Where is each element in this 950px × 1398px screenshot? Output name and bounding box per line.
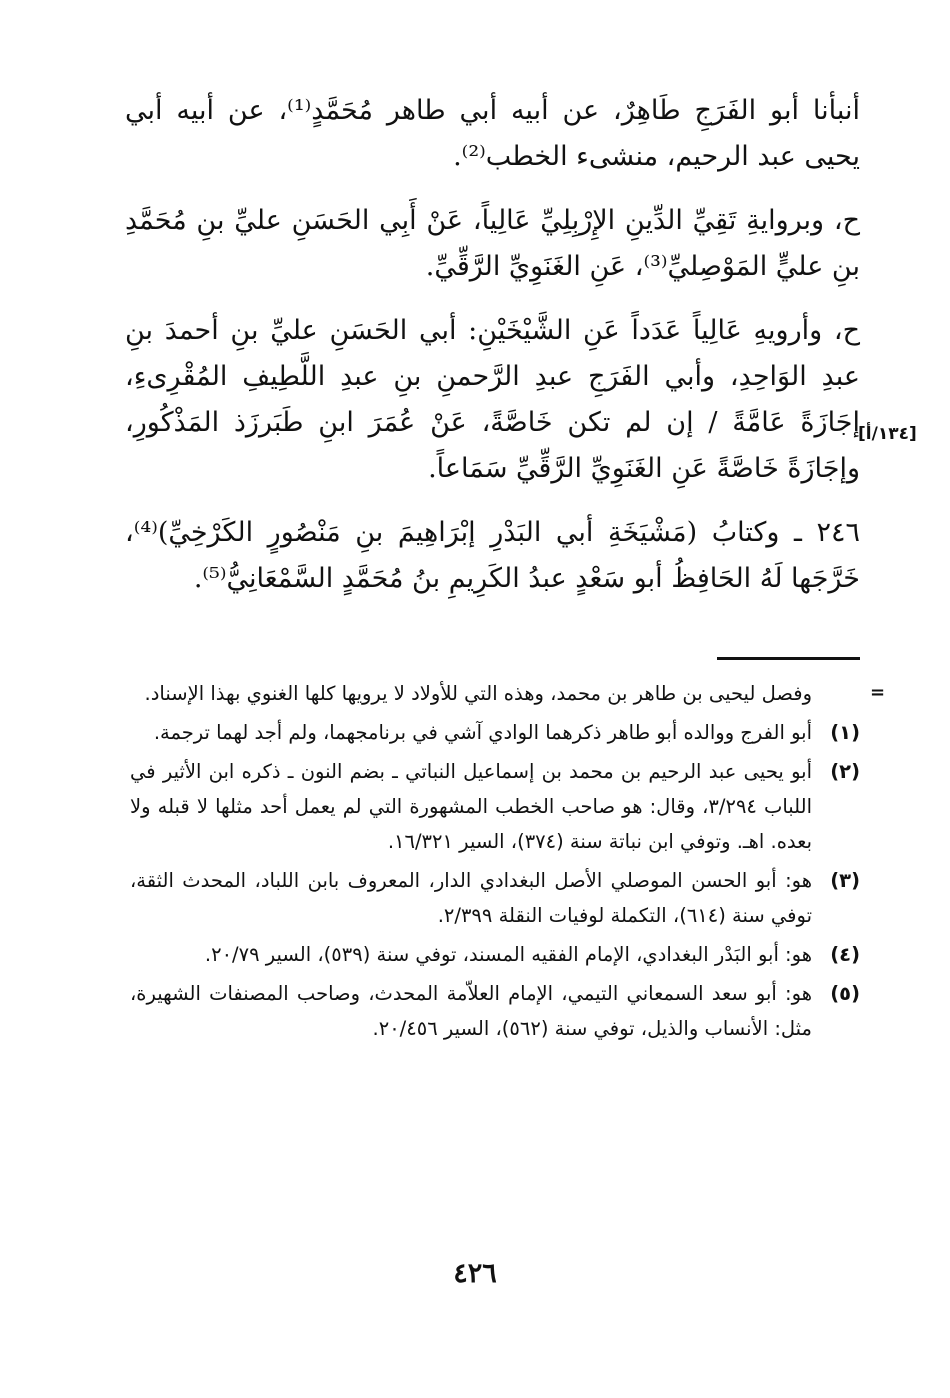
page-number: ٤٢٦ xyxy=(453,1258,497,1289)
footnote-text: وفصل ليحيى بن طاهر بن محمد، وهذه التي للأولاد لا يرويها كلها الغنوي بهذا الإسناد. xyxy=(144,682,812,705)
footnote-separator xyxy=(717,657,860,660)
main-text xyxy=(125,88,860,602)
footnote-number: (٥) xyxy=(830,982,860,1005)
footnote-text: هو: أبو البَدْر البغدادي، الإمام الفقيه المسند، توفي سنة (٥٣٩)، السير ٢٠/٧٩. xyxy=(204,943,812,966)
footnote-1 xyxy=(130,715,860,750)
footnote-number: (٣) xyxy=(830,869,860,892)
paragraph-mashyakha-karkhi: ٢٤٦ ـ وكتابُ (مَشْيَخَةِ أبي البَدْرِ إبْرَاهِيمَ بنِ مَنْصُورٍ الكَرْخِيِّ)⁽⁴⁾، خَرَّجَها لَهُ الحَافِظُ أبو سَعْدٍ عبدُ الكَرِيمِ بنُ مُحَمَّدٍ السَّمْعَانِيُّ⁽⁵⁾. xyxy=(125,517,860,594)
footnote-number xyxy=(812,676,860,711)
paragraph-isnad-abu-faraj: أنبأنا أبو الفَرَجِ طَاهِرٌ، عن أبيه أبي طاهر مُحَمَّدٍ⁽¹⁾، عن أبيه أبي يحيى عبد الرحيم، منشىء الخطب⁽²⁾. xyxy=(125,95,861,172)
footnote-text: أبو يحيى عبد الرحيم بن محمد بن إسماعيل النباتي ـ بضم النون ـ ذكره ابن الأثير في اللباب ٣/٢٩٤، وقال: هو صاحب الخطب المشهورة التي لم يعمل أحد مثلها لا قبله ولا بعده. اهـ. وتوفي ابن نباتة سنة (٣٧٤)، السير ١٦/٣٢١. xyxy=(130,760,812,853)
footnote-text: أبو الفرج ووالده أبو طاهر ذكرهما الوادي آشي في برنامجهما، ولم أجد لهما ترجمة. xyxy=(153,721,812,744)
footnote-2 xyxy=(130,754,860,859)
footnote-3 xyxy=(130,863,860,933)
footnote-text: هو: أبو الحسن الموصلي الأصل البغدادي الدار، المعروف بابن اللباد، المحدث الثقة، توفي سنة (٦١٤)، التكملة لوفيات النقلة ٢/٣٩٩. xyxy=(130,869,812,927)
footnotes xyxy=(130,676,860,1050)
footnote-4 xyxy=(130,937,860,972)
footnote-number: (١) xyxy=(830,721,860,744)
footnote-text: هو: أبو سعد السمعاني التيمي، الإمام العلاّمة المحدث، وصاحب المصنفات الشهيرة، مثل: الأنساب والذيل، توفي سنة (٥٦٢)، السير ٢٠/٤٥٦. xyxy=(130,982,812,1040)
footnote-number: (٢) xyxy=(830,760,860,783)
paragraph-shaykhayn-riwaya: ح، وأرويهِ عَالِياً عَدَداً عَنِ الشَّيْخَيْنِ: أبي الحَسَنِ عليِّ بنِ أحمدَ بنِ عبدِ الوَاحِدِ، وأبي الفَرَجِ عبدِ الرَّحمنِ بنِ عبدِ اللَّطِيفِ المُقْرِىءِ، إجَازَةً عَامَّةً / إن لم تكن خَاصَّةً، عَنْ عُمَرَ ابنِ طَبَرزَذ المَذْكُورِ، وإجَازَةً خَاصَّةً عَنِ الغَنَوِيِّ الرَّقِّيِّ سَمَاعاً. xyxy=(125,315,860,484)
footnote-continuation-mark: = xyxy=(870,682,886,703)
footnote-number: (٤) xyxy=(830,943,860,966)
paragraph-irbili-riwaya: ح، وبروايةِ تَقِيِّ الدِّينِ الإِرْبِلِيِّ عَالِياً، عَنْ أَبِي الحَسَنِ عليِّ بنِ مُحَمَّدِ بنِ عليٍّ المَوْصِليِّ⁽³⁾، عَنِ الغَنَوِيِّ الرَّقِّيِّ. xyxy=(125,205,860,282)
manuscript-folio-marker: [١٣٤/أ] xyxy=(858,424,917,444)
footnote-5 xyxy=(130,976,860,1046)
footnote-continuation xyxy=(130,676,860,711)
